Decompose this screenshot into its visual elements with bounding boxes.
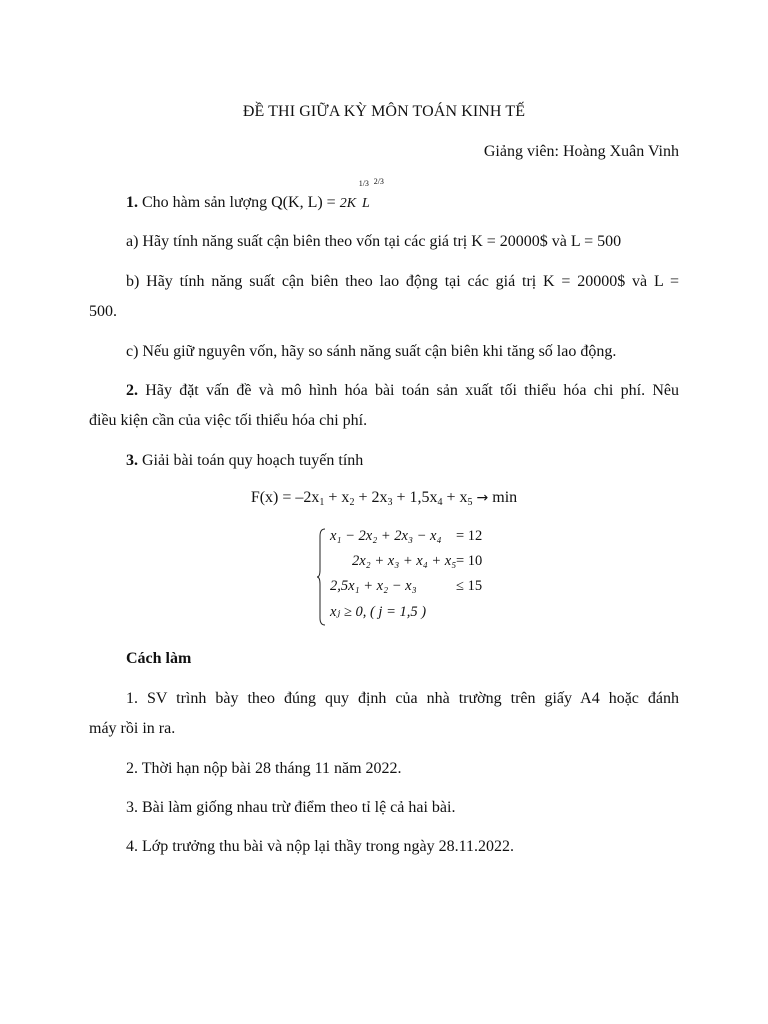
arrow-right-icon: → bbox=[476, 490, 489, 506]
question-1-text: Cho hàm sản lượng Q(K, L) = bbox=[142, 194, 340, 211]
question-3-number: 3. bbox=[126, 452, 138, 469]
question-2-line2: điều kiện cần của việc tối thiểu hóa chi phí. bbox=[89, 412, 368, 429]
l-exponent: 2/3 bbox=[373, 177, 384, 186]
k-exponent: 1/3 bbox=[358, 179, 369, 188]
instructions-heading: Cách làm bbox=[126, 650, 192, 667]
instruction-3: 3. Bài làm giống nhau trừ điểm theo tỉ lệ cả hai bài. bbox=[126, 799, 456, 816]
question-2-line1: 2. Hãy đặt vấn đề và mô hình hóa bài toán sản xuất tối thiểu hóa chi phí. Nêu bbox=[126, 382, 680, 399]
instruction-2: 2. Thời hạn nộp bài 28 tháng 11 năm 2022. bbox=[126, 760, 402, 777]
constraint-1-rel: = 12 bbox=[456, 528, 483, 544]
constraint-3-lhs: 2,5x₁ + x₂ − x₃ bbox=[330, 578, 417, 594]
instruction-1-line2: máy rồi in ra. bbox=[89, 720, 176, 737]
left-brace-icon bbox=[316, 528, 326, 626]
question-1 bbox=[126, 177, 384, 214]
constraint-1-lhs: x₁ − 2x₂ + 2x₃ − x₄ bbox=[330, 528, 442, 544]
constraint-4: xⱼ ≥ 0, ( j = 1,5 ) bbox=[330, 604, 427, 620]
question-1-number: 1. bbox=[126, 194, 138, 211]
question-3: 3. Giải bài toán quy hoạch tuyến tính bbox=[126, 452, 364, 469]
lecturer-name: Giảng viên: Hoàng Xuân Vinh bbox=[483, 143, 679, 160]
production-function-formula: 2K L 1/3 2/3 bbox=[339, 177, 384, 211]
constraint-2-lhs: 2x₂ + x₃ + x₄ + x₅ bbox=[352, 553, 457, 569]
exam-title: ĐỀ THI GIỮA KỲ MÔN TOÁN KINH TẾ bbox=[242, 103, 526, 120]
question-1a: a) Hãy tính năng suất cận biên theo vốn tại các giá trị K = 20000$ và L = 500 bbox=[126, 233, 622, 250]
objective-function: $F(x) = -2x_1 + x_2 + 2x_3 + 1,5x_4 + x_5 \to \min$ bbox=[250, 489, 518, 508]
question-2-number: 2. bbox=[126, 382, 138, 399]
instruction-1-line1: 1. SV trình bày theo đúng quy định của nhà trường trên giấy A4 hoặc đánh bbox=[126, 690, 679, 707]
question-1c: c) Nếu giữ nguyên vốn, hãy so sánh năng suất cận biên khi tăng số lao động. bbox=[126, 343, 617, 360]
constraint-2-rel: = 10 bbox=[456, 553, 483, 569]
instruction-4: 4. Lớp trưởng thu bài và nộp lại thầy trong ngày 28.11.2022. bbox=[126, 838, 515, 855]
question-1b-line1: b) Hãy tính năng suất cận biên theo lao động tại các giá trị K = 20000$ và L = bbox=[126, 273, 679, 290]
constraint-3-rel: ≤ 15 bbox=[456, 578, 483, 594]
question-1b-line2: 500. bbox=[89, 303, 117, 320]
constraint-system bbox=[316, 526, 496, 628]
